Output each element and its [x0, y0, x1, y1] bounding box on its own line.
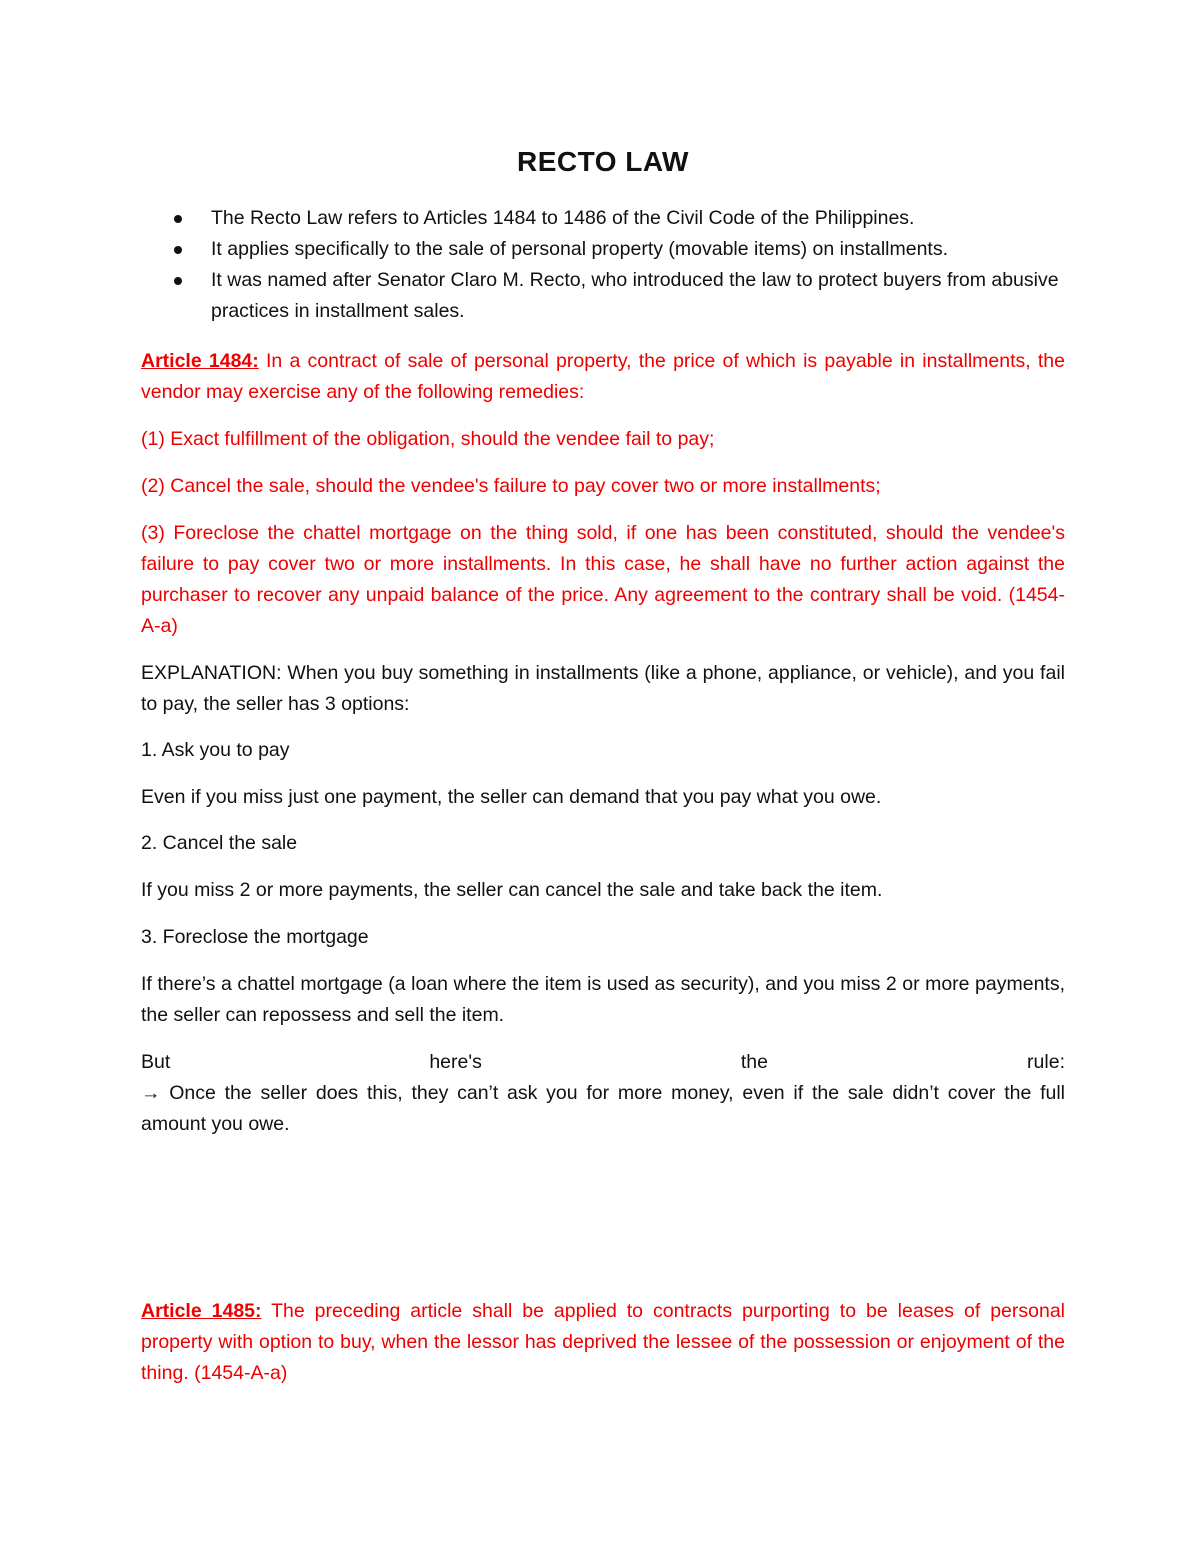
article-1484-text: In a contract of sale of personal property, the price of which is payable in installments, the vendor may exercise any of the following remedies:: [141, 350, 1065, 403]
page-title: RECTO LAW: [517, 146, 689, 177]
article-1484-remedy-3: (3) Foreclose the chattel mortgage on the thing sold, if one has been constituted, should the vendee's failure to pay cover two or more installments. In this case, he shall have no further action against the purchaser to recover any unpaid balance of the price. Any agreement to the contrary shall be void. (1454-A-a): [141, 522, 1065, 637]
option-2-title: 2. Cancel the sale: [141, 832, 298, 854]
article-1485: [141, 1296, 1065, 1389]
bullet-icon: [174, 246, 182, 254]
bullet-icon: [174, 215, 182, 223]
article-1485-label: Article 1485:: [141, 1300, 262, 1322]
bullet-icon: [174, 277, 182, 285]
explanation-intro: EXPLANATION: When you buy something in installments (like a phone, appliance, or vehicle), and you fail to pay, the seller has 3 options:: [141, 662, 1065, 715]
option-3-title: 3. Foreclose the mortgage: [141, 926, 369, 948]
list-item: [141, 265, 1065, 327]
article-1484-remedy-2: (2) Cancel the sale, should the vendee's failure to pay cover two or more installments;: [141, 475, 881, 497]
option-1-title: 1. Ask you to pay: [141, 739, 290, 761]
intro-bullet-list: [141, 203, 1065, 327]
option-2-text: If you miss 2 or more payments, the seller can cancel the sale and take back the item.: [141, 879, 883, 901]
rule-lead: But here's the rule:: [141, 1051, 1065, 1073]
article-1484-label: Article 1484:: [141, 350, 259, 372]
bullet-text: It was named after Senator Claro M. Recto, who introduced the law to protect buyers from abusive practices in installment sales.: [211, 269, 1059, 322]
option-1-text: Even if you miss just one payment, the seller can demand that you pay what you owe.: [141, 786, 882, 808]
bullet-text: It applies specifically to the sale of personal property (movable items) on installments.: [211, 238, 949, 260]
rule-text: → Once the seller does this, they can’t ask you for more money, even if the sale didn’t cover the full amount you owe.: [141, 1082, 1065, 1135]
list-item: [141, 234, 1065, 265]
option-3-text: If there’s a chattel mortgage (a loan where the item is used as security), and you miss 2 or more payments, the seller can repossess and sell the item.: [141, 973, 1065, 1026]
bullet-text: The Recto Law refers to Articles 1484 to 1486 of the Civil Code of the Philippines.: [211, 207, 915, 229]
article-1484-remedy-1: (1) Exact fulfillment of the obligation, should the vendee fail to pay;: [141, 428, 715, 450]
article-1485-text: The preceding article shall be applied to contracts purporting to be leases of personal property with option to buy, when the lessor has deprived the lessee of the possession or enjoyment of the thing. (1454-A-a): [141, 1300, 1065, 1384]
list-item: [141, 203, 1065, 234]
article-1484-intro: [141, 346, 1065, 408]
